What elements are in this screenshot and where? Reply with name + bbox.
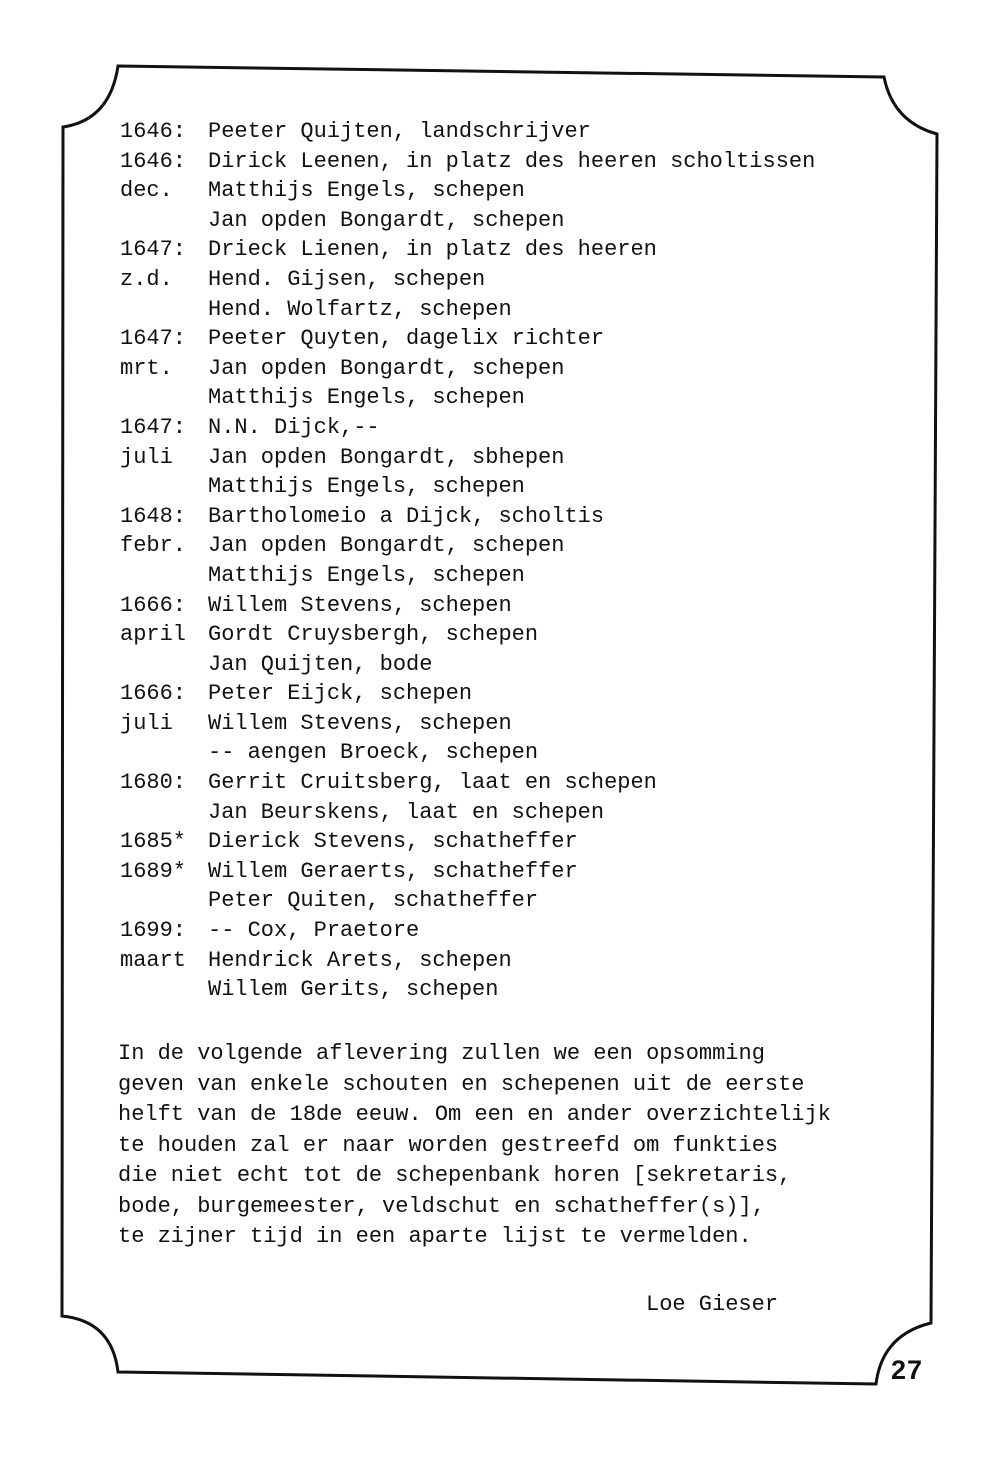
entry-name-role: Jan opden Bongardt, schepen — [208, 533, 565, 559]
entry-date-label — [120, 650, 208, 680]
entry-name-role: Hendrick Arets, schepen — [208, 947, 512, 973]
entry-date-label: z.d. — [120, 266, 173, 292]
entry-date-label: juli — [120, 710, 173, 736]
entry-date-label: 1666: — [120, 681, 187, 707]
list-entry — [120, 620, 815, 650]
list-entry — [120, 975, 815, 1005]
list-entry — [120, 650, 815, 680]
entry-name-role: Drieck Lienen, in platz des heeren — [208, 237, 657, 263]
list-entry — [120, 472, 815, 502]
list-entry — [120, 916, 815, 946]
list-entry — [120, 413, 815, 443]
entry-name-role: Hend. Gijsen, schepen — [208, 266, 486, 292]
list-entry — [120, 443, 815, 473]
entry-name-role: -- Cox, Praetore — [208, 918, 420, 944]
entry-name-role: Dirick Leenen, in platz des heeren scholtissen — [208, 148, 816, 174]
list-entry — [120, 768, 815, 798]
entry-date-label — [120, 975, 208, 1005]
entry-date-label: 1689* — [120, 858, 187, 884]
entry-date-label: 1680: — [120, 770, 187, 796]
list-entry — [120, 827, 815, 857]
entry-name-role: Jan opden Bongardt, schepen — [208, 355, 565, 381]
entry-name-role: Bartholomeio a Dijck, scholtis — [208, 503, 605, 529]
entry-name-role: Gerrit Cruitsberg, laat en schepen — [208, 770, 657, 796]
closing-paragraph — [118, 1039, 908, 1253]
entry-name-role: Peeter Quyten, dagelix richter — [208, 326, 605, 352]
entry-date-label: 1646: — [120, 148, 187, 174]
entry-date-label — [120, 561, 208, 591]
entry-name-role: Jan opden Bongardt, sbhepen — [208, 444, 565, 470]
list-entry — [120, 235, 815, 265]
entry-date-label: juli — [120, 444, 173, 470]
list-entry — [120, 117, 815, 147]
list-entry — [120, 265, 815, 295]
paragraph-line: die niet echt tot de schepenbank horen [sekretaris, — [118, 1163, 792, 1188]
page-number: 27 — [891, 1355, 924, 1385]
list-entry — [120, 324, 815, 354]
entry-date-label — [120, 472, 208, 502]
list-entry — [120, 679, 815, 709]
entry-date-label — [120, 886, 208, 916]
entry-date-label: mrt. — [120, 355, 173, 381]
list-entry — [120, 886, 815, 916]
entry-date-label: febr. — [120, 533, 187, 559]
list-entry — [120, 176, 815, 206]
entry-name-role: Matthijs Engels, schepen — [208, 385, 525, 411]
list-entry — [120, 561, 815, 591]
list-entry — [120, 531, 815, 561]
author-signature: Loe Gieser — [646, 1292, 779, 1317]
paragraph-line: geven van enkele schouten en schepenen uit de eerste — [118, 1071, 805, 1097]
entry-name-role: Hend. Wolfartz, schepen — [208, 296, 512, 322]
entry-name-role: Matthijs Engels, schepen — [208, 474, 525, 500]
entry-name-role: Jan Beurskens, laat en schepen — [208, 799, 605, 825]
paragraph-line: te zijner tijd in een aparte lijst te vermelden. — [118, 1224, 752, 1249]
list-entry — [120, 857, 815, 887]
entry-date-label: 1648: — [120, 503, 187, 529]
entry-date-label — [120, 295, 208, 325]
paragraph-line: te houden zal er naar worden gestreefd om funkties — [118, 1132, 779, 1158]
entry-name-role: Willem Stevens, schepen — [208, 710, 512, 736]
entry-name-role: Willem Stevens, schepen — [208, 592, 512, 618]
list-entry — [120, 709, 815, 739]
entry-date-label: 1647: — [120, 237, 187, 263]
list-entry — [120, 295, 815, 325]
entry-date-label: 1685* — [120, 829, 187, 855]
list-entry — [120, 502, 815, 532]
entry-date-label: april — [120, 622, 187, 648]
entry-date-label — [120, 383, 208, 413]
entry-date-label: 1699: — [120, 918, 187, 944]
entry-date-label: 1647: — [120, 414, 187, 440]
list-entry — [120, 798, 815, 828]
entry-name-role: Peter Quiten, schatheffer — [208, 888, 539, 914]
list-entry — [120, 147, 815, 177]
list-entry — [120, 591, 815, 621]
entry-date-label: maart — [120, 947, 187, 973]
list-entry — [120, 354, 815, 384]
entry-date-label: dec. — [120, 178, 173, 204]
entry-name-role: Jan opden Bongardt, schepen — [208, 207, 565, 233]
entry-name-role: N.N. Dijck,-- — [208, 414, 380, 440]
official-list — [120, 117, 815, 1005]
entry-name-role: Willem Geraerts, schatheffer — [208, 858, 578, 884]
entry-date-label: 1646: — [120, 119, 187, 144]
entry-date-label — [120, 206, 208, 236]
entry-name-role: Peeter Quijten, landschrijver — [208, 119, 591, 144]
entry-date-label: 1666: — [120, 592, 187, 618]
entry-name-role: Matthijs Engels, schepen — [208, 562, 525, 588]
paragraph-line: bode, burgemeester, veldschut en schatheffer(s)], — [118, 1193, 765, 1219]
entry-name-role: Peter Eijck, schepen — [208, 681, 473, 707]
paragraph-line: helft van de 18de eeuw. Om een en ander overzichtelijk — [118, 1102, 831, 1127]
entry-date-label — [120, 738, 208, 768]
entry-name-role: -- aengen Broeck, schepen — [208, 740, 539, 766]
entry-name-role: Jan Quijten, bode — [208, 651, 433, 677]
list-entry — [120, 383, 815, 413]
entry-date-label — [120, 798, 208, 828]
entry-name-role: Dierick Stevens, schatheffer — [208, 829, 578, 855]
list-entry — [120, 206, 815, 236]
entry-name-role: Willem Gerits, schepen — [208, 977, 499, 1003]
list-entry — [120, 738, 815, 768]
entry-name-role: Matthijs Engels, schepen — [208, 178, 525, 204]
paragraph-line: In de volgende aflevering zullen we een opsomming — [118, 1041, 765, 1066]
entry-date-label: 1647: — [120, 326, 187, 352]
entry-name-role: Gordt Cruysbergh, schepen — [208, 622, 539, 648]
list-entry — [120, 946, 815, 976]
